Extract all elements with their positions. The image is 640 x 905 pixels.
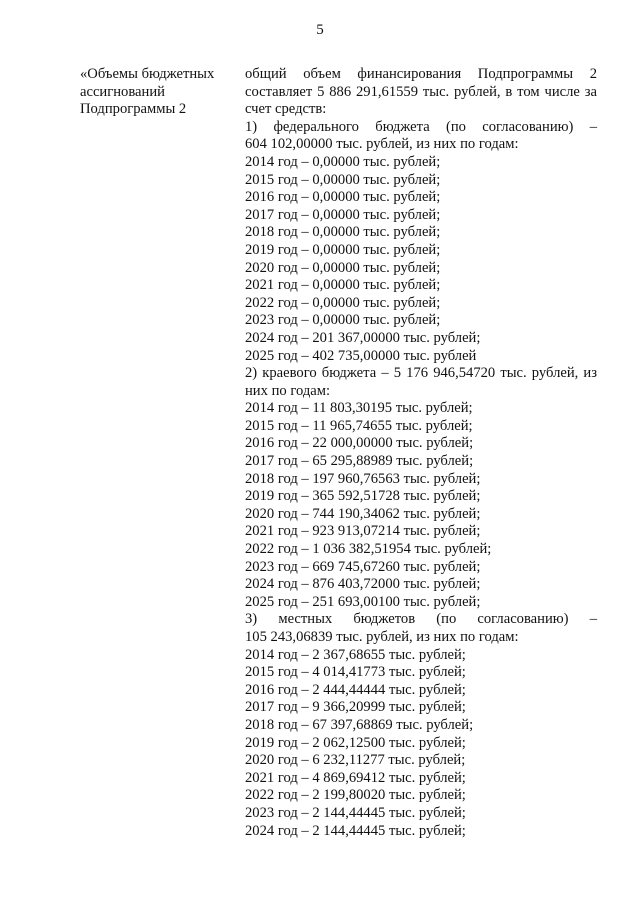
list-item: 2019 год – 0,00000 тыс. рублей; — [245, 241, 441, 258]
list-item: 2019 год – 2 062,12500 тыс. рублей; — [245, 734, 466, 751]
list-item: 2020 год – 6 232,11277 тыс. рублей; — [245, 752, 466, 769]
list-item: 2014 год – 0,00000 тыс. рублей; — [245, 153, 441, 170]
federal-heading-line: 604 102,00000 тыс. рублей, из них по годам: — [245, 136, 519, 153]
list-item: 2017 год – 9 366,20999 тыс. рублей; — [245, 699, 466, 716]
list-item: 2021 год – 923 913,07214 тыс. рублей; — [245, 523, 481, 540]
list-item: 2017 год – 0,00000 тыс. рублей; — [245, 206, 441, 223]
regional-heading-line: них по годам: — [245, 382, 331, 399]
federal-years-list — [245, 154, 597, 365]
list-item: 2018 год – 197 960,76563 тыс. рублей; — [245, 470, 481, 487]
list-item: 2014 год – 2 367,68655 тыс. рублей; — [245, 646, 466, 663]
list-item: 2024 год – 201 367,00000 тыс. рублей; — [245, 329, 481, 346]
list-item: 2015 год – 11 965,74655 тыс. рублей; — [245, 417, 473, 434]
list-item: 2023 год – 2 144,44445 тыс. рублей; — [245, 804, 466, 821]
list-item: 2015 год – 0,00000 тыс. рублей; — [245, 171, 441, 188]
list-item: 2023 год – 0,00000 тыс. рублей; — [245, 312, 441, 329]
list-item: 2025 год – 251 693,00100 тыс. рублей; — [245, 593, 481, 610]
intro-line: общий объем финансирования Подпрограммы 2 — [245, 66, 597, 82]
list-item: 2016 год – 2 444,44444 тыс. рублей; — [245, 681, 466, 698]
intro-line: счет средств: — [245, 101, 327, 118]
list-item: 2025 год – 402 735,00000 тыс. рублей — [245, 347, 477, 364]
list-item: 2024 год – 876 403,72000 тыс. рублей; — [245, 576, 481, 593]
table-label-cell — [80, 66, 230, 119]
list-item: 2018 год – 67 397,68869 тыс. рублей; — [245, 716, 474, 733]
list-item: 2022 год – 2 199,80020 тыс. рублей; — [245, 787, 466, 804]
regional-years-list — [245, 400, 597, 611]
list-item: 2015 год – 4 014,41773 тыс. рублей; — [245, 664, 466, 681]
label-line: Подпрограммы 2 — [80, 101, 187, 118]
list-item: 2021 год – 4 869,69412 тыс. рублей; — [245, 769, 466, 786]
list-item: 2016 год – 22 000,00000 тыс. рублей; — [245, 435, 474, 452]
table-value-cell — [245, 66, 597, 840]
list-item: 2021 год – 0,00000 тыс. рублей; — [245, 277, 441, 294]
list-item: 2020 год – 0,00000 тыс. рублей; — [245, 259, 441, 276]
list-item: 2014 год – 11 803,30195 тыс. рублей; — [245, 400, 473, 417]
label-line: «Объемы бюджетных — [80, 66, 215, 82]
list-item: 2018 год – 0,00000 тыс. рублей; — [245, 224, 441, 241]
list-item: 2020 год – 744 190,34062 тыс. рублей; — [245, 505, 481, 522]
list-item: 2019 год – 365 592,51728 тыс. рублей; — [245, 488, 481, 505]
list-item: 2023 год – 669 745,67260 тыс. рублей; — [245, 558, 481, 575]
list-item: 2017 год – 65 295,88989 тыс. рублей; — [245, 453, 474, 470]
label-line: ассигнований — [80, 83, 165, 100]
federal-heading-line: 1) федерального бюджета (по согласованию) – — [245, 118, 597, 135]
list-item: 2022 год – 1 036 382,51954 тыс. рублей; — [245, 541, 492, 558]
intro-line: составляет 5 886 291,61559 тыс. рублей, в том числе за — [245, 83, 597, 100]
page-number: 5 — [316, 22, 324, 38]
list-item: 2022 год – 0,00000 тыс. рублей; — [245, 294, 441, 311]
local-heading-line: 3) местных бюджетов (по согласованию) – — [245, 611, 597, 628]
local-years-list — [245, 647, 597, 841]
list-item: 2024 год – 2 144,44445 тыс. рублей; — [245, 822, 466, 839]
list-item: 2016 год – 0,00000 тыс. рублей; — [245, 189, 441, 206]
local-heading-line: 105 243,06839 тыс. рублей, из них по годам: — [245, 629, 519, 645]
regional-heading-line: 2) краевого бюджета – 5 176 946,54720 тыс. рублей, из — [245, 365, 597, 382]
